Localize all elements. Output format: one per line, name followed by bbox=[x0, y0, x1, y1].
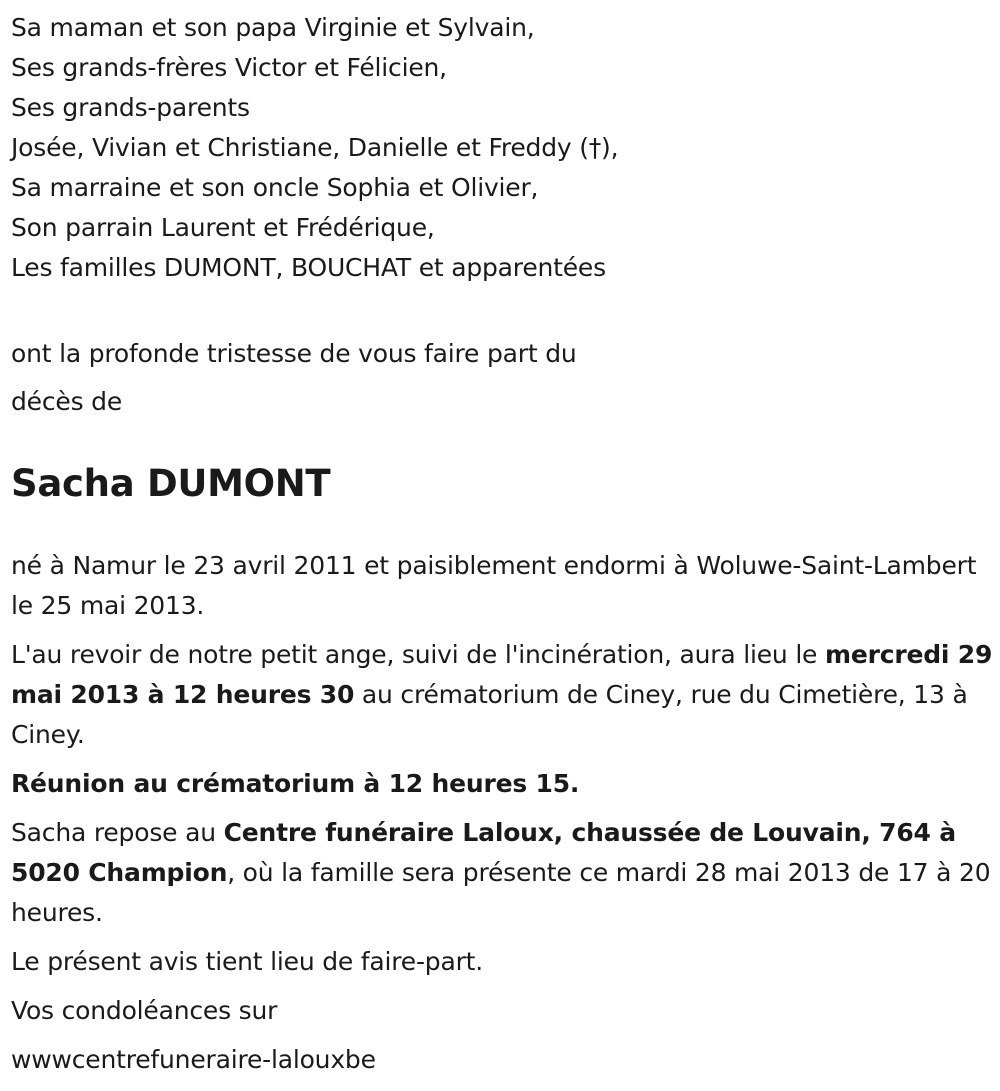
family-line: Son parrain Laurent et Frédérique, bbox=[11, 213, 435, 242]
funeral-home-address: Centre funéraire Laloux, chaussée de Louvain, 764 à 5020 Champion bbox=[11, 818, 956, 887]
ceremony-paragraph bbox=[11, 635, 996, 755]
meeting-text: Réunion au crématorium à 12 heures 15. bbox=[11, 769, 580, 798]
family-line: Ses grands-frères Victor et Félicien, bbox=[11, 53, 447, 82]
deceased-name: Sacha DUMONT bbox=[11, 462, 331, 505]
intro-line-2: décès de bbox=[11, 387, 122, 416]
family-line: Josée, Vivian et Christiane, Danielle et Freddy (†), bbox=[11, 133, 619, 162]
family-list bbox=[11, 8, 996, 288]
family-line: Ses grands-parents bbox=[11, 93, 250, 122]
intro-line-1: ont la profonde tristesse de vous faire part du bbox=[11, 339, 577, 368]
repose-text-after: , où la famille sera présente ce mardi 28 mai 2013 de 17 à 20 heures. bbox=[11, 858, 991, 927]
notice-paragraph: Le présent avis tient lieu de faire-part. bbox=[11, 947, 484, 976]
family-line: Sa marraine et son oncle Sophia et Olivier, bbox=[11, 173, 539, 202]
birth-death-paragraph: né à Namur le 23 avril 2011 et paisiblement endormi à Woluwe-Saint-Lambert le 25 mai 2013. bbox=[11, 551, 977, 620]
repose-text-before: Sacha repose au bbox=[11, 818, 224, 847]
family-line: Les familles DUMONT, BOUCHAT et apparentées bbox=[11, 253, 606, 282]
condolences-url: wwwcentrefuneraire-lalouxbe bbox=[11, 1045, 376, 1074]
condolences-label: Vos condoléances sur bbox=[11, 996, 278, 1025]
repose-paragraph bbox=[11, 813, 996, 933]
meeting-paragraph bbox=[11, 764, 996, 804]
obituary-notice bbox=[11, 0, 996, 1080]
family-line: Sa maman et son papa Virginie et Sylvain, bbox=[11, 13, 535, 42]
ceremony-text-after: au crématorium de Ciney, rue du Cimetière, 13 à Ciney. bbox=[11, 680, 968, 749]
announcement-intro bbox=[11, 330, 996, 426]
ceremony-date-time: mercredi 29 mai 2013 à 12 heures 30 bbox=[11, 640, 993, 709]
ceremony-text-before: L'au revoir de notre petit ange, suivi de l'incinération, aura lieu le bbox=[11, 640, 825, 669]
